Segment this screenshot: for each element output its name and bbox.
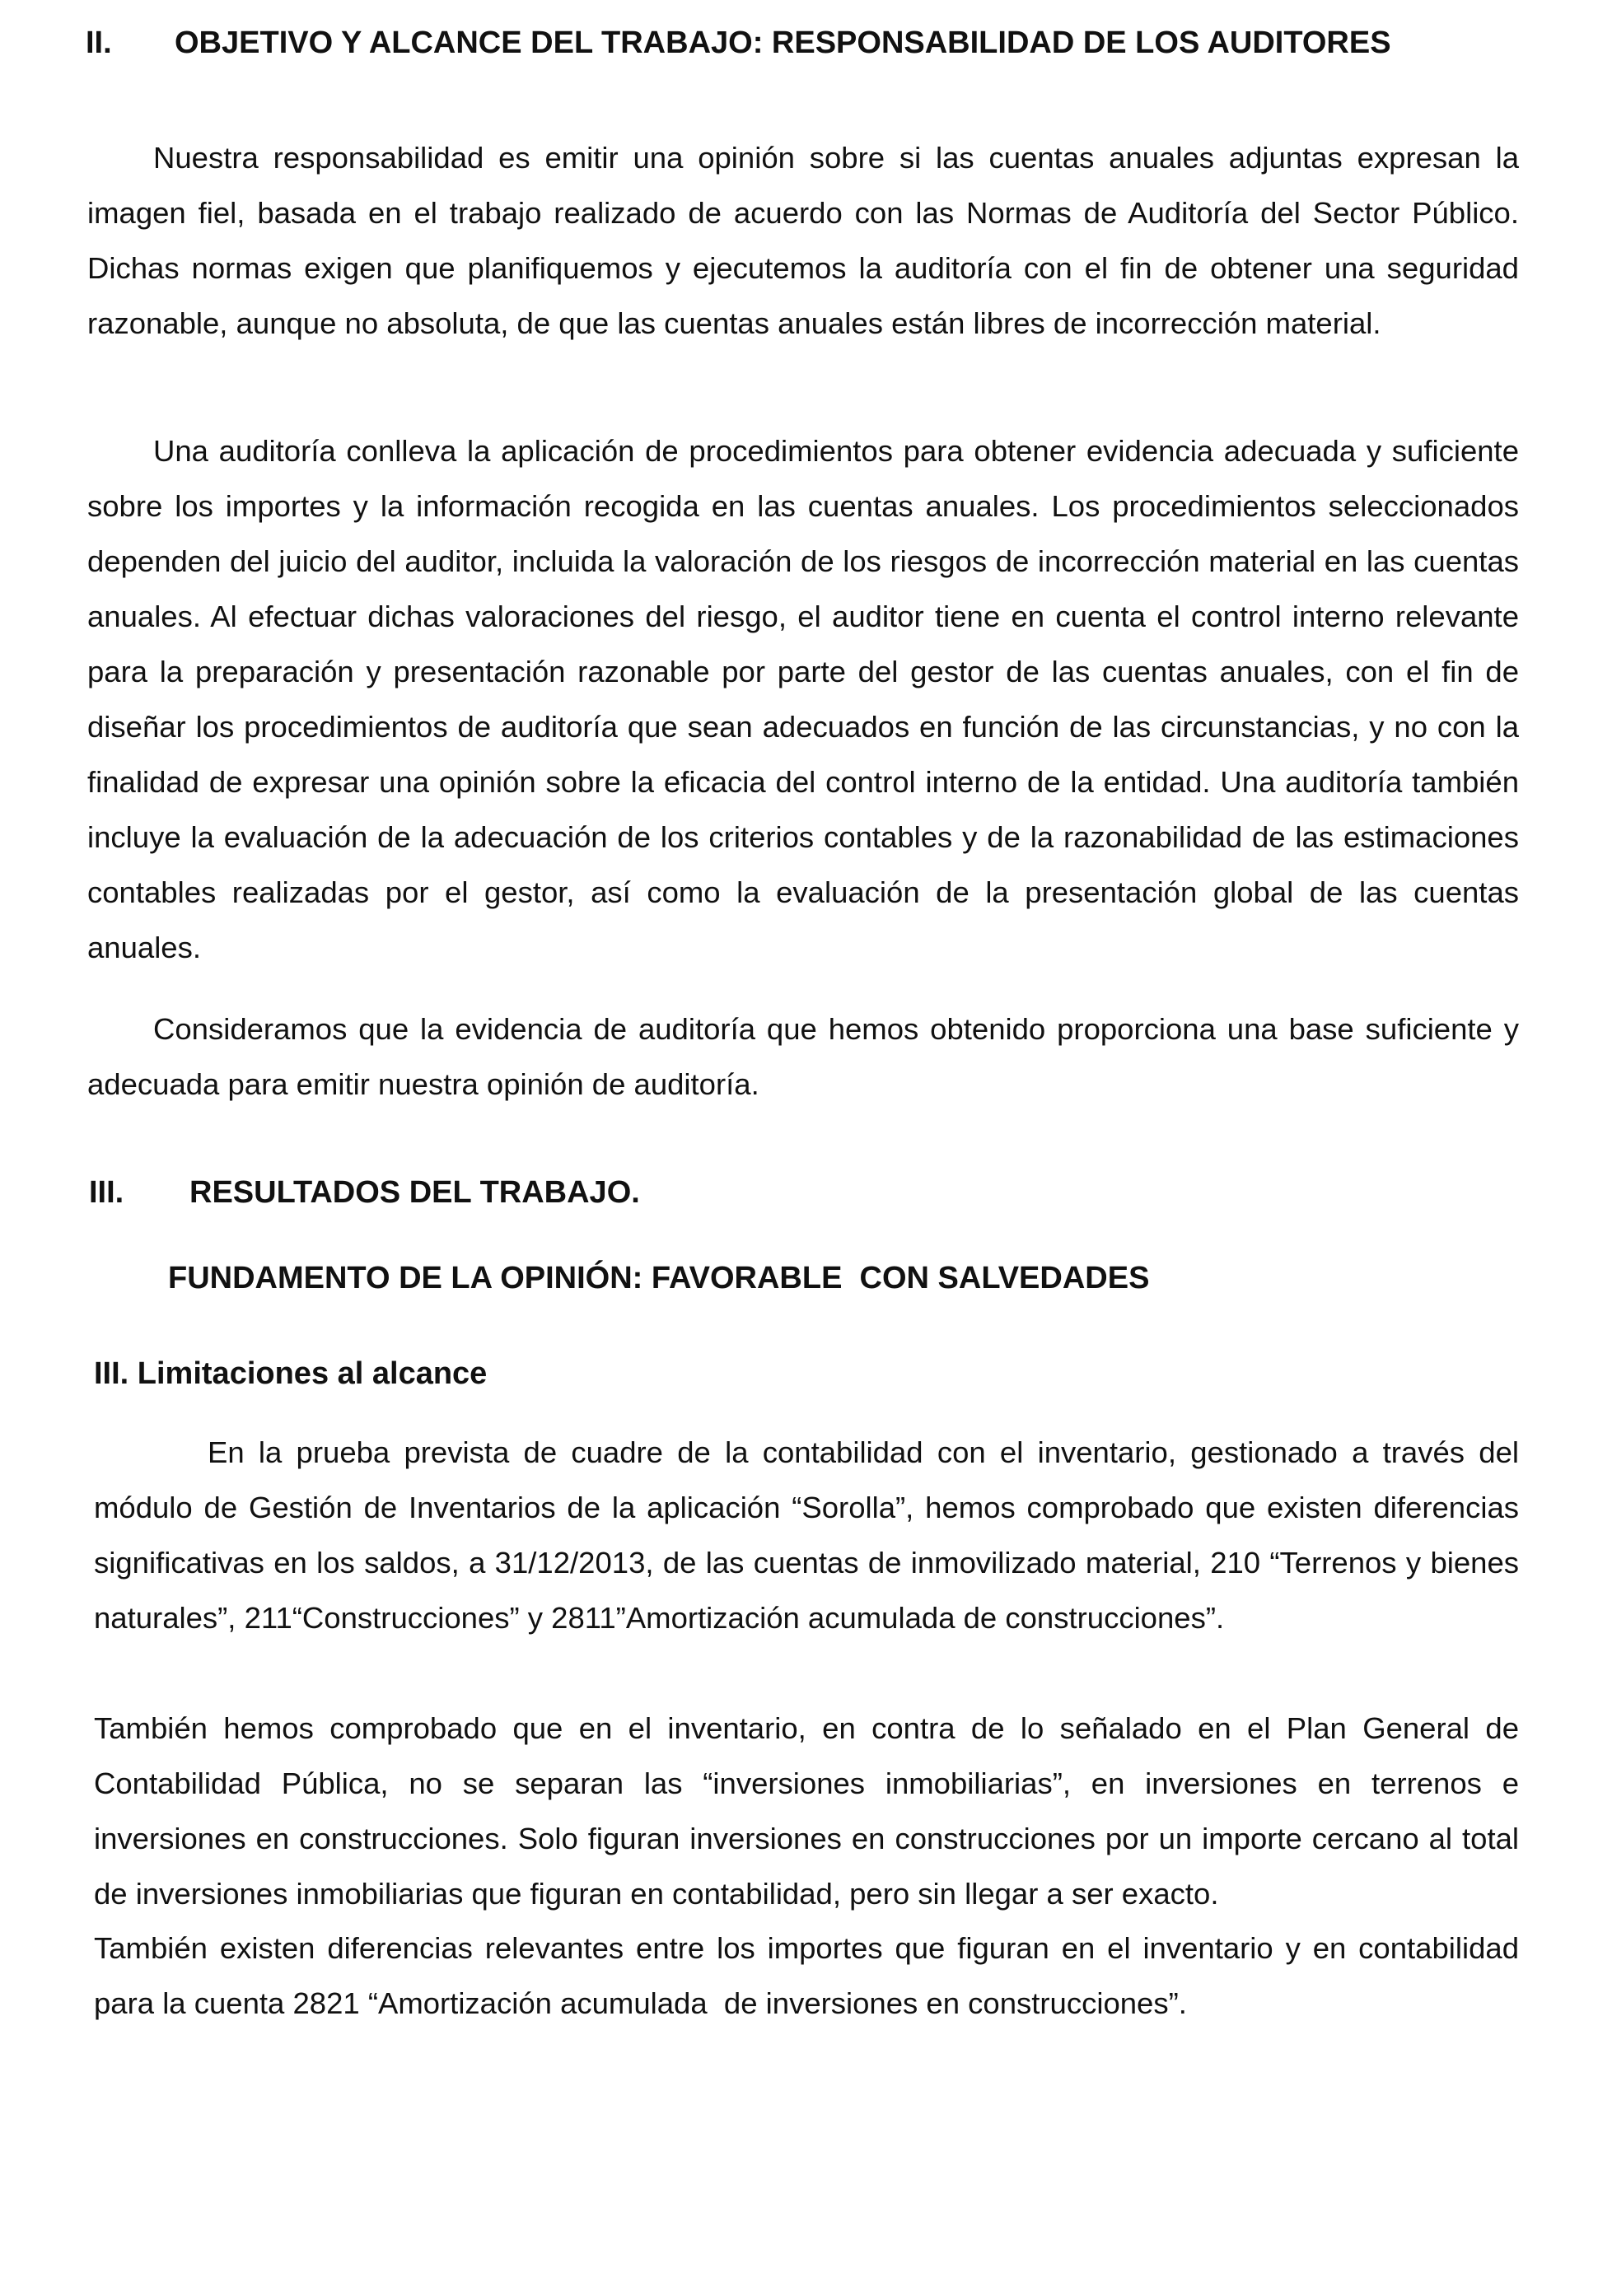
section-3-number: III. — [89, 1175, 124, 1210]
section-3-title: RESULTADOS DEL TRABAJO. — [189, 1175, 640, 1210]
scope-limitations-heading: III. Limitaciones al alcance — [94, 1356, 488, 1391]
opinion-basis-subtitle: FUNDAMENTO DE LA OPINIÓN: FAVORABLE CON SALVEDADES — [168, 1261, 1150, 1295]
section-2-paragraph-1: Nuestra responsabilidad es emitir una opinión sobre si las cuentas anuales adjuntas expresan la imagen fiel, basada en el trabajo realizado de acuerdo con las Normas de Auditoría del Sector Público. Dichas normas exigen que planifiquemos y ejecutemos la auditoría con el fin de obtener una seguridad razonable, aunque no absoluta, de que las cuentas anuales están libres de incorrección material. — [87, 141, 1519, 340]
section-3-paragraph-3: También existen diferencias relevantes entre los importes que figuran en el inventario y en contabilidad para la cuenta 2821 “Amortización acumulada de inversiones en construcciones”. — [94, 1931, 1536, 2020]
section-3-paragraph-2: También hemos comprobado que en el inventario, en contra de lo señalado en el Plan General de Contabilidad Pública, no se separan las “inversiones inmobiliarias”, en inversiones en terrenos e inversiones en construcciones. Solo figuran inversiones en construcciones por un importe cercano al total de inversiones inmobiliarias que figuran en contabilidad, pero sin llegar a ser exacto. — [94, 1711, 1519, 1911]
section-3-heading — [89, 1173, 640, 1212]
section-2-number: II. — [86, 26, 112, 60]
section-2-title: OBJETIVO Y ALCANCE DEL TRABAJO: RESPONSABILIDAD DE LOS AUDITORES — [175, 26, 1391, 60]
section-2-heading — [86, 23, 1391, 63]
section-3-paragraph-1: En la prueba prevista de cuadre de la contabilidad con el inventario, gestionado a través del módulo de Gestión de Inventarios de la aplicación “Sorolla”, hemos comprobado que existen diferencias significativas en los saldos, a 31/12/2013, de las cuentas de inmovilizado material, 210 “Terrenos y bienes naturales”, 211“Construcciones” y 2811”Amortización acumulada de construcciones”. — [94, 1435, 1519, 1635]
section-2-paragraph-3: Consideramos que la evidencia de auditoría que hemos obtenido proporciona una base suficiente y adecuada para emitir nuestra opinión de auditoría. — [87, 1012, 1519, 1101]
section-2-paragraph-2: Una auditoría conlleva la aplicación de procedimientos para obtener evidencia adecuada y suficiente sobre los importes y la información recogida en las cuentas anuales. Los procedimientos seleccionados dependen del juicio del auditor, incluida la valoración de los riesgos de incorrección material en las cuentas anuales. Al efectuar dichas valoraciones del riesgo, el auditor tiene en cuenta el control interno relevante para la preparación y presentación razonable por parte del gestor de las cuentas anuales, con el fin de diseñar los procedimientos de auditoría que sean adecuados en función de las circunstancias, y no con la finalidad de expresar una opinión sobre la eficacia del control interno de la entidad. Una auditoría también incluye la evaluación de la adecuación de los criterios contables y de la razonabilidad de las estimaciones contables realizadas por el gestor, así como la evaluación de la presentación global de las cuentas anuales. — [87, 434, 1519, 964]
